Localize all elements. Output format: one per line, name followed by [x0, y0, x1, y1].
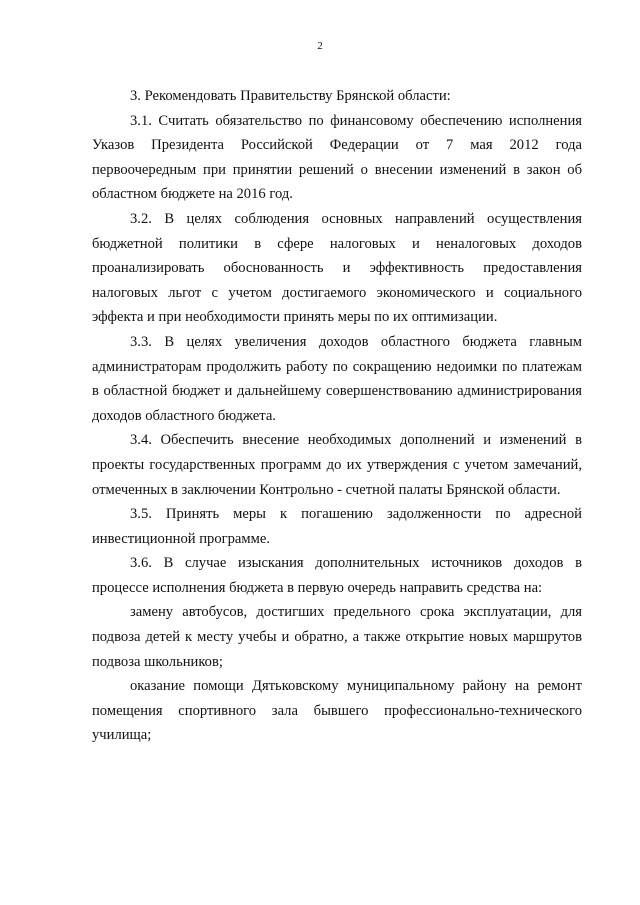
paragraph-3-1: 3.1. Считать обязательство по финансовому обеспечению исполнения Указов Президента Российской Федерации от 7 мая 2012 года первоочередным при принятии решений о внесении изменений в закон об областном бюджете на 2016 год. [92, 112, 582, 203]
paragraph-3-5: 3.5. Принять меры к погашению задолженности по адресной инвестиционной программе. [92, 506, 582, 547]
paragraph-bus-replacement: замену автобусов, достигших предельного срока эксплуатации, для подвоза детей к месту учебы и обратно, а также открытие новых маршрутов подвоза школьников; [92, 604, 582, 670]
paragraph-3-6: 3.6. В случае изыскания дополнительных источников доходов в процессе исполнения бюджета в первую очередь направить средства на: [92, 555, 582, 596]
paragraph-3-2: 3.2. В целях соблюдения основных направлений осуществления бюджетной политики в сфере налоговых и неналоговых доходов проанализировать обоснованность и эффективность предоставления налоговых льгот с учетом достигаемого экономического и социального эффекта и при необходимости принять меры по их оптимизации. [92, 210, 582, 326]
paragraph-recommendation-heading: 3. Рекомендовать Правительству Брянской области: [130, 88, 451, 104]
paragraph-3-3: 3.3. В целях увеличения доходов областного бюджета главным администраторам продолжить работу по сокращению недоимки по платежам в областной бюджет и дальнейшему совершенствованию администрирования доходов областного бюджета. [92, 333, 582, 424]
page-number: 2 [317, 40, 323, 52]
paragraph-3-4: 3.4. Обеспечить внесение необходимых дополнений и изменений в проекты государственных программ до их утверждения с учетом замечаний, отмеченных в заключении Контрольно - счетной палаты Брянской области. [92, 432, 582, 498]
paragraph-sports-hall-repair: оказание помощи Дятьковскому муниципальному району на ремонт помещения спортивного зала бывшего профессионально-технического училища; [92, 678, 582, 744]
document-body [92, 84, 582, 748]
